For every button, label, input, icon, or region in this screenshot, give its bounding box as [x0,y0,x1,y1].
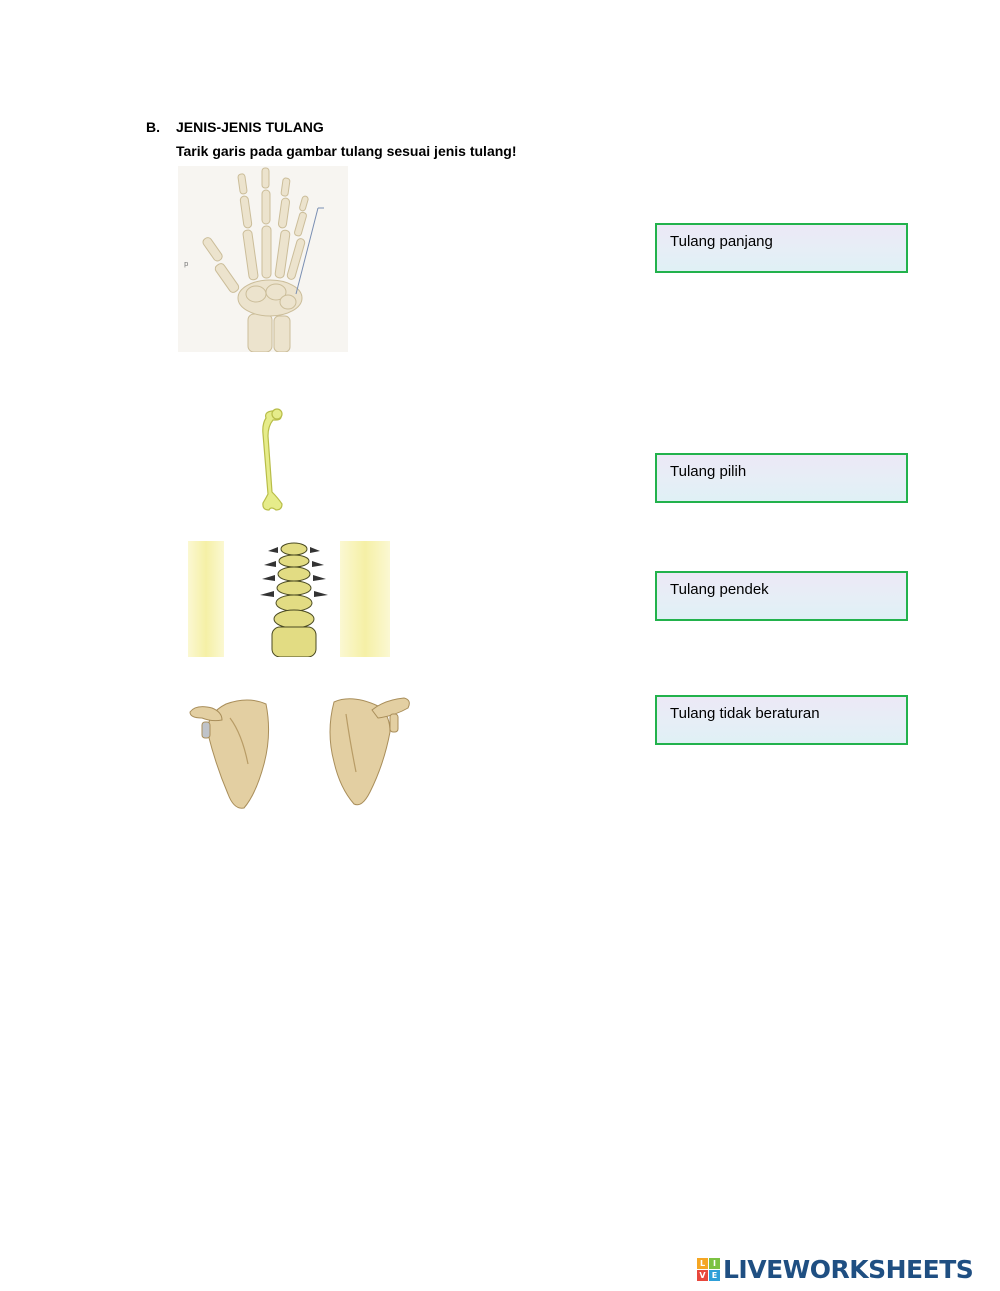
section-letter: B. [146,119,160,135]
scapula-right-image [322,692,414,810]
section-title: JENIS-JENIS TULANG [176,119,324,135]
hand-label: p [184,260,189,268]
answer-box-tulang-pilih[interactable]: Tulang pilih [655,453,908,503]
liveworksheets-logo [697,1255,973,1284]
answer-box-tulang-pendek[interactable]: Tulang pendek [655,571,908,621]
instruction-text: Tarik garis pada gambar tulang sesuai jenis tulang! [176,143,517,159]
logo-text: LIVEWORKSHEETS [723,1255,974,1284]
scapula-left-image [186,694,276,812]
logo-square-l: L [697,1258,708,1269]
vertebrae-image [180,541,398,657]
logo-square-v: V [697,1270,708,1281]
femur-image [256,406,290,512]
hand-bones-image [178,166,348,352]
logo-square-e: E [709,1270,720,1281]
section-heading [146,119,324,135]
answer-box-tulang-tidak-beraturan[interactable]: Tulang tidak beraturan [655,695,908,745]
logo-square-i: I [709,1258,720,1269]
logo-squares [697,1258,720,1281]
answer-box-tulang-panjang[interactable]: Tulang panjang [655,223,908,273]
